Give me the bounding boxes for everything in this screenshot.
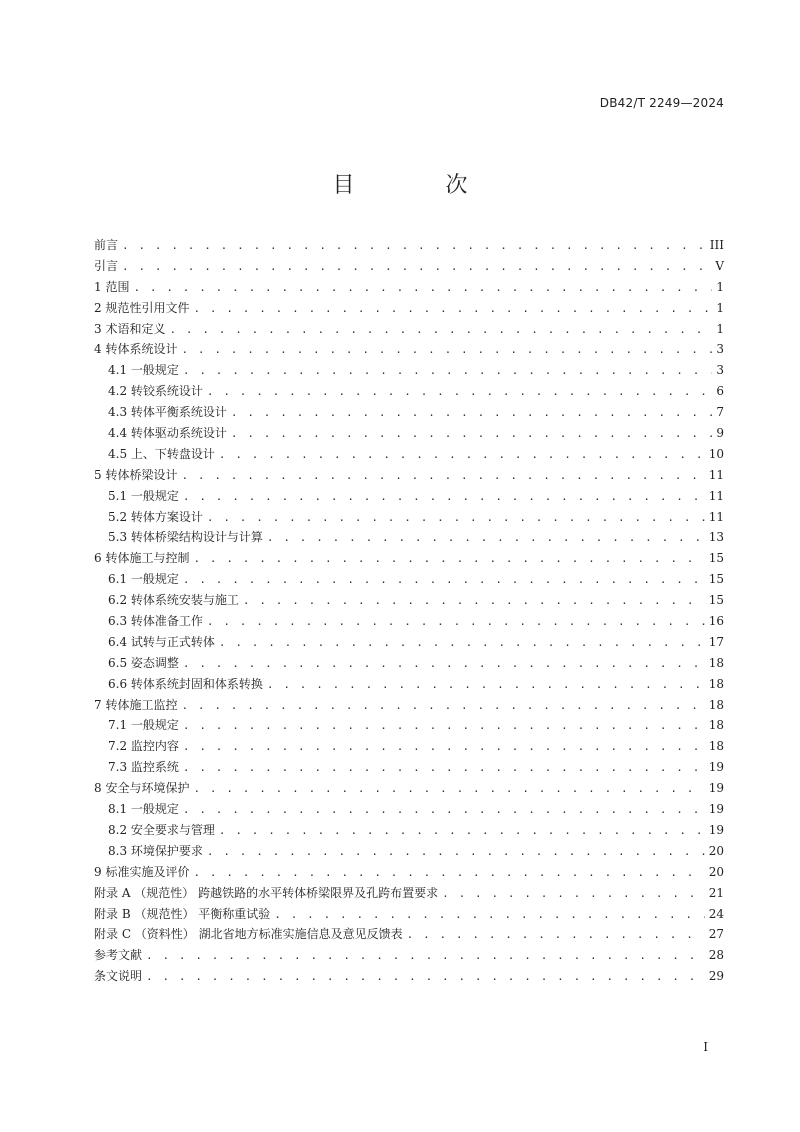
toc-entry-label: 8 安全与环境保护	[94, 781, 190, 796]
toc-dot-leader	[193, 863, 704, 884]
toc-entry[interactable]	[94, 569, 724, 590]
toc-entry-label: 4.2 转铰系统设计	[108, 384, 203, 399]
toc-dot-leader	[183, 737, 705, 758]
toc-dot-leader	[219, 821, 705, 842]
toc-dot-leader	[207, 842, 705, 863]
toc-entry-page: 19	[708, 822, 724, 837]
toc-dot-leader	[181, 340, 712, 361]
toc-dot-leader	[267, 528, 705, 549]
toc-entry-page: 15	[708, 551, 724, 566]
toc-entry-label: 4.3 转体平衡系统设计	[108, 405, 227, 420]
toc-entry[interactable]	[94, 507, 724, 528]
toc-entry-label: 附录 A （规范性） 跨越铁路的水平转体桥梁限界及孔跨布置要求	[94, 885, 439, 900]
toc-entry-label: 9 标准实施及评价	[94, 864, 190, 879]
toc-entry-label: 7.3 监控系统	[108, 760, 179, 775]
toc-entry[interactable]	[94, 841, 724, 862]
toc-dot-leader	[169, 320, 712, 341]
toc-entry[interactable]	[94, 966, 724, 987]
toc-dot-leader	[193, 549, 704, 570]
toc-entry-label: 附录 B （规范性） 平衡称重试验	[94, 906, 271, 921]
toc-dot-leader	[183, 487, 705, 508]
document-code: DB42/T 2249—2024	[599, 96, 724, 110]
toc-entry-page: 11	[708, 488, 724, 503]
toc-entry[interactable]	[94, 298, 724, 319]
toc-entry[interactable]	[94, 924, 724, 945]
toc-entry-label: 4 转体系统设计	[94, 342, 178, 357]
toc-dot-leader	[193, 299, 712, 320]
toc-entry-page: 18	[708, 697, 724, 712]
toc-entry[interactable]	[94, 757, 724, 778]
toc-entry[interactable]	[94, 695, 724, 716]
toc-dot-leader	[231, 424, 712, 445]
toc-entry-page: 10	[708, 446, 724, 461]
toc-entry-label: 5.1 一般规定	[108, 488, 179, 503]
toc-entry[interactable]	[94, 402, 724, 423]
toc-entry[interactable]	[94, 799, 724, 820]
toc-dot-leader	[193, 779, 704, 800]
toc-entry[interactable]	[94, 235, 724, 256]
toc-entry[interactable]	[94, 632, 724, 653]
toc-entry[interactable]	[94, 256, 724, 277]
toc-entry-label: 条文说明	[94, 969, 143, 984]
toc-entry[interactable]	[94, 444, 724, 465]
toc-entry-label: 7.2 监控内容	[108, 739, 179, 754]
toc-dot-leader	[183, 716, 705, 737]
toc-entry[interactable]	[94, 339, 724, 360]
toc-entry-label: 2 规范性引用文件	[94, 300, 190, 315]
toc-entry[interactable]	[94, 319, 724, 340]
toc-entry-page: 21	[708, 885, 724, 900]
toc-entry-page: 24	[708, 906, 724, 921]
toc-entry-page: 15	[708, 572, 724, 587]
toc-entry-page: 17	[708, 634, 724, 649]
toc-entry-page: 7	[716, 405, 724, 420]
toc-dot-leader	[207, 508, 705, 529]
page-number: I	[703, 1040, 708, 1054]
toc-dot-leader	[231, 403, 712, 424]
toc-entry[interactable]	[94, 715, 724, 736]
toc-entry[interactable]	[94, 653, 724, 674]
toc-entry-label: 3 术语和定义	[94, 321, 166, 336]
toc-dot-leader	[181, 696, 704, 717]
toc-dot-leader	[133, 278, 712, 299]
toc-entry-page: 1	[716, 279, 724, 294]
toc-entry-page: 27	[708, 927, 724, 942]
toc-entry-page: 1	[716, 321, 724, 336]
toc-entry-page: 20	[708, 843, 724, 858]
toc-entry-page: 11	[708, 467, 724, 482]
toc-dot-leader	[183, 570, 705, 591]
toc-entry-label: 7 转体施工监控	[94, 697, 178, 712]
toc-entry-page: 16	[708, 614, 724, 629]
toc-entry-label: 6.6 转体系统封固和体系转换	[108, 676, 263, 691]
toc-dot-leader	[207, 612, 705, 633]
page-title: 目 次	[332, 173, 510, 198]
toc-entry[interactable]	[94, 820, 724, 841]
toc-dot-leader	[122, 236, 706, 257]
toc-entry-label: 6.4 试转与正式转体	[108, 634, 215, 649]
toc-entry-page: 3	[716, 342, 724, 357]
toc-entry[interactable]	[94, 486, 724, 507]
toc-entry[interactable]	[94, 465, 724, 486]
toc-entry-page: 6	[716, 384, 724, 399]
toc-dot-leader	[183, 361, 712, 382]
toc-entry-page: 11	[708, 509, 724, 524]
toc-entry-label: 6.5 姿态调整	[108, 655, 179, 670]
toc-entry-label: 参考文献	[94, 948, 143, 963]
toc-entry[interactable]	[94, 736, 724, 757]
toc-entry-label: 附录 C （资料性） 湖北省地方标准实施信息及意见反馈表	[94, 927, 403, 942]
toc-entry-label: 前言	[94, 238, 119, 252]
toc-entry[interactable]	[94, 548, 724, 569]
toc-entry-page: 29	[708, 969, 724, 984]
toc-entry-label: 8.1 一般规定	[108, 802, 179, 817]
toc-dot-leader	[146, 967, 705, 988]
toc-entry-label: 6 转体施工与控制	[94, 551, 190, 566]
toc-entry[interactable]	[94, 423, 724, 444]
toc-entry-label: 5.3 转体桥梁结构设计与计算	[108, 530, 263, 545]
toc-entry[interactable]	[94, 360, 724, 381]
toc-entry-page: 18	[708, 676, 724, 691]
toc-entry-label: 4.4 转体驱动系统设计	[108, 426, 227, 441]
toc-entry-page: 1	[716, 300, 724, 315]
toc-dot-leader	[207, 382, 712, 403]
toc-dot-leader	[274, 905, 704, 926]
toc-entry[interactable]	[94, 862, 724, 883]
toc-dot-leader	[407, 925, 705, 946]
toc-entry[interactable]	[94, 590, 724, 611]
toc-entry-page: 18	[708, 739, 724, 754]
toc-entry-label: 4.1 一般规定	[108, 363, 179, 378]
toc-entry[interactable]	[94, 778, 724, 799]
toc-dot-leader	[146, 946, 705, 967]
toc-entry-page: 13	[708, 530, 724, 545]
toc-entry[interactable]	[94, 904, 724, 925]
toc-entry-page: 19	[708, 802, 724, 817]
toc-dot-leader	[219, 633, 705, 654]
toc-entry-page: 18	[708, 655, 724, 670]
toc-entry[interactable]	[94, 674, 724, 695]
toc-entry-page: 18	[708, 718, 724, 733]
toc-dot-leader	[219, 445, 705, 466]
toc-entry-page: 3	[716, 363, 724, 378]
toc-entry-label: 7.1 一般规定	[108, 718, 179, 733]
toc-entry-page: 15	[708, 593, 724, 608]
toc-entry-label: 8.2 安全要求与管理	[108, 822, 215, 837]
toc-entry[interactable]	[94, 381, 724, 402]
toc-entry-page: 19	[708, 760, 724, 775]
toc-dot-leader	[122, 257, 711, 278]
toc-entry-label: 6.2 转体系统安装与施工	[108, 593, 239, 608]
toc-entry-label: 6.1 一般规定	[108, 572, 179, 587]
toc-entry-label: 8.3 环境保护要求	[108, 843, 203, 858]
toc-dot-leader	[181, 466, 704, 487]
toc-dot-leader	[183, 758, 705, 779]
toc-dot-leader	[267, 675, 705, 696]
toc-entry[interactable]	[94, 883, 724, 904]
toc-entry[interactable]	[94, 945, 724, 966]
toc-entry[interactable]	[94, 527, 724, 548]
toc-dot-leader	[442, 884, 705, 905]
toc-dot-leader	[243, 591, 705, 612]
toc-entry-page: 28	[708, 948, 724, 963]
toc-dot-leader	[183, 800, 705, 821]
table-of-contents	[94, 235, 724, 987]
toc-entry-page: 9	[716, 426, 724, 441]
toc-dot-leader	[183, 654, 705, 675]
toc-entry-label: 5 转体桥梁设计	[94, 467, 178, 482]
toc-entry-label: 1 范围	[94, 279, 130, 294]
toc-entry-label: 4.5 上、下转盘设计	[108, 446, 215, 461]
toc-entry[interactable]	[94, 277, 724, 298]
toc-entry-page: 19	[708, 781, 724, 796]
toc-entry-page: V	[715, 258, 724, 273]
toc-entry-page: 20	[708, 864, 724, 879]
toc-entry[interactable]	[94, 611, 724, 632]
toc-entry-page: III	[709, 238, 724, 252]
toc-entry-label: 6.3 转体准备工作	[108, 614, 203, 629]
toc-entry-label: 5.2 转体方案设计	[108, 509, 203, 524]
toc-entry-label: 引言	[94, 258, 119, 273]
